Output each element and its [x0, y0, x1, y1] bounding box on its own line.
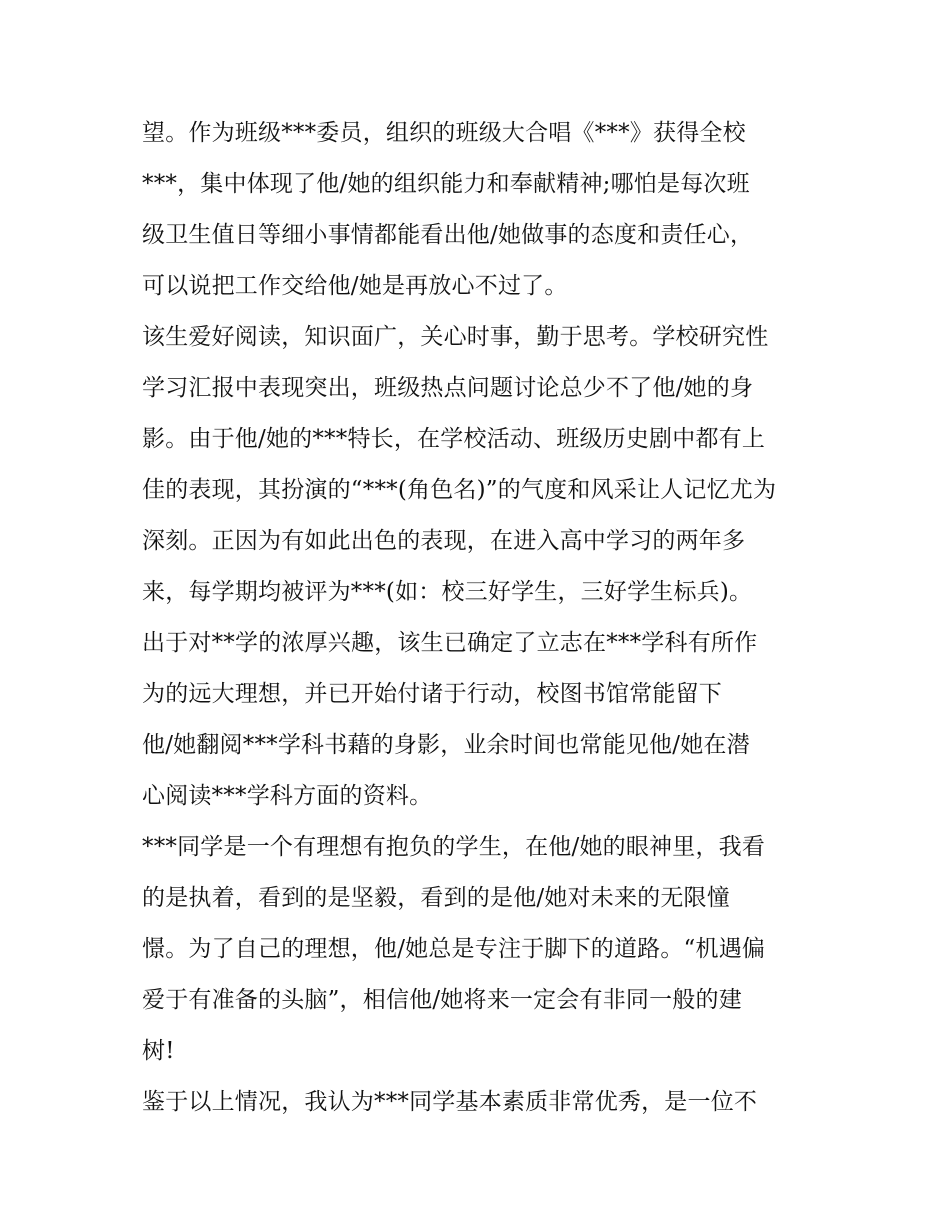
- text-line: 来，每学期均被评为***(如：校三好学生，三好学生标兵)。: [142, 579, 753, 605]
- text-line: 心阅读***学科方面的资料。: [142, 783, 433, 809]
- text-line: 级卫生值日等细小事情都能看出他/她做事的态度和责任心，: [142, 222, 754, 248]
- text-line: 可以说把工作交给他/她是再放心不过了。: [142, 273, 568, 299]
- text-line: 鉴于以上情况，我认为***同学基本素质非常优秀，是一位不: [142, 1089, 758, 1115]
- text-line: 影。由于他/她的***特长，在学校活动、班级历史剧中都有上: [142, 426, 766, 452]
- text-line: 该生爱好阅读，知识面广，关心时事，勤于思考。学校研究性: [142, 324, 769, 350]
- text-line: 学习汇报中表现突出，班级热点问题讨论总少不了他/她的身: [142, 375, 754, 401]
- text-line: 憬。为了自己的理想，他/她总是专注于脚下的道路。“机遇偏: [142, 936, 766, 962]
- text-line: 深刻。正因为有如此出色的表现，在进入高中学习的两年多: [142, 528, 746, 554]
- body-text: [142, 108, 822, 1128]
- text-line: 他/她翻阅***学科书藉的身影，业余时间也常能见他/她在潜: [142, 732, 750, 758]
- text-line: 为的远大理想，并已开始付诸于行动，校图书馆常能留下: [142, 681, 722, 707]
- text-line: 爱于有准备的头脑”，相信他/她将来一定会有非同一般的建: [142, 987, 742, 1013]
- text-line: ***，集中体现了他/她的组织能力和奉献精神;哪怕是每次班: [142, 171, 750, 197]
- text-line: 出于对**学的浓厚兴趣，该生已确定了立志在***学科有所作: [142, 630, 758, 656]
- text-line: ***同学是一个有理想有抱负的学生，在他/她的眼神里，我看: [142, 834, 766, 860]
- text-line: 望。作为班级***委员，组织的班级大合唱《***》获得全校: [142, 120, 746, 146]
- text-line: 的是执着，看到的是坚毅，看到的是他/她对未来的无限憧: [142, 885, 730, 911]
- text-line: 佳的表现，其扮演的“***(角色名)”的气度和风采让人记忆尤为: [142, 477, 777, 503]
- text-line: 树!: [142, 1038, 175, 1064]
